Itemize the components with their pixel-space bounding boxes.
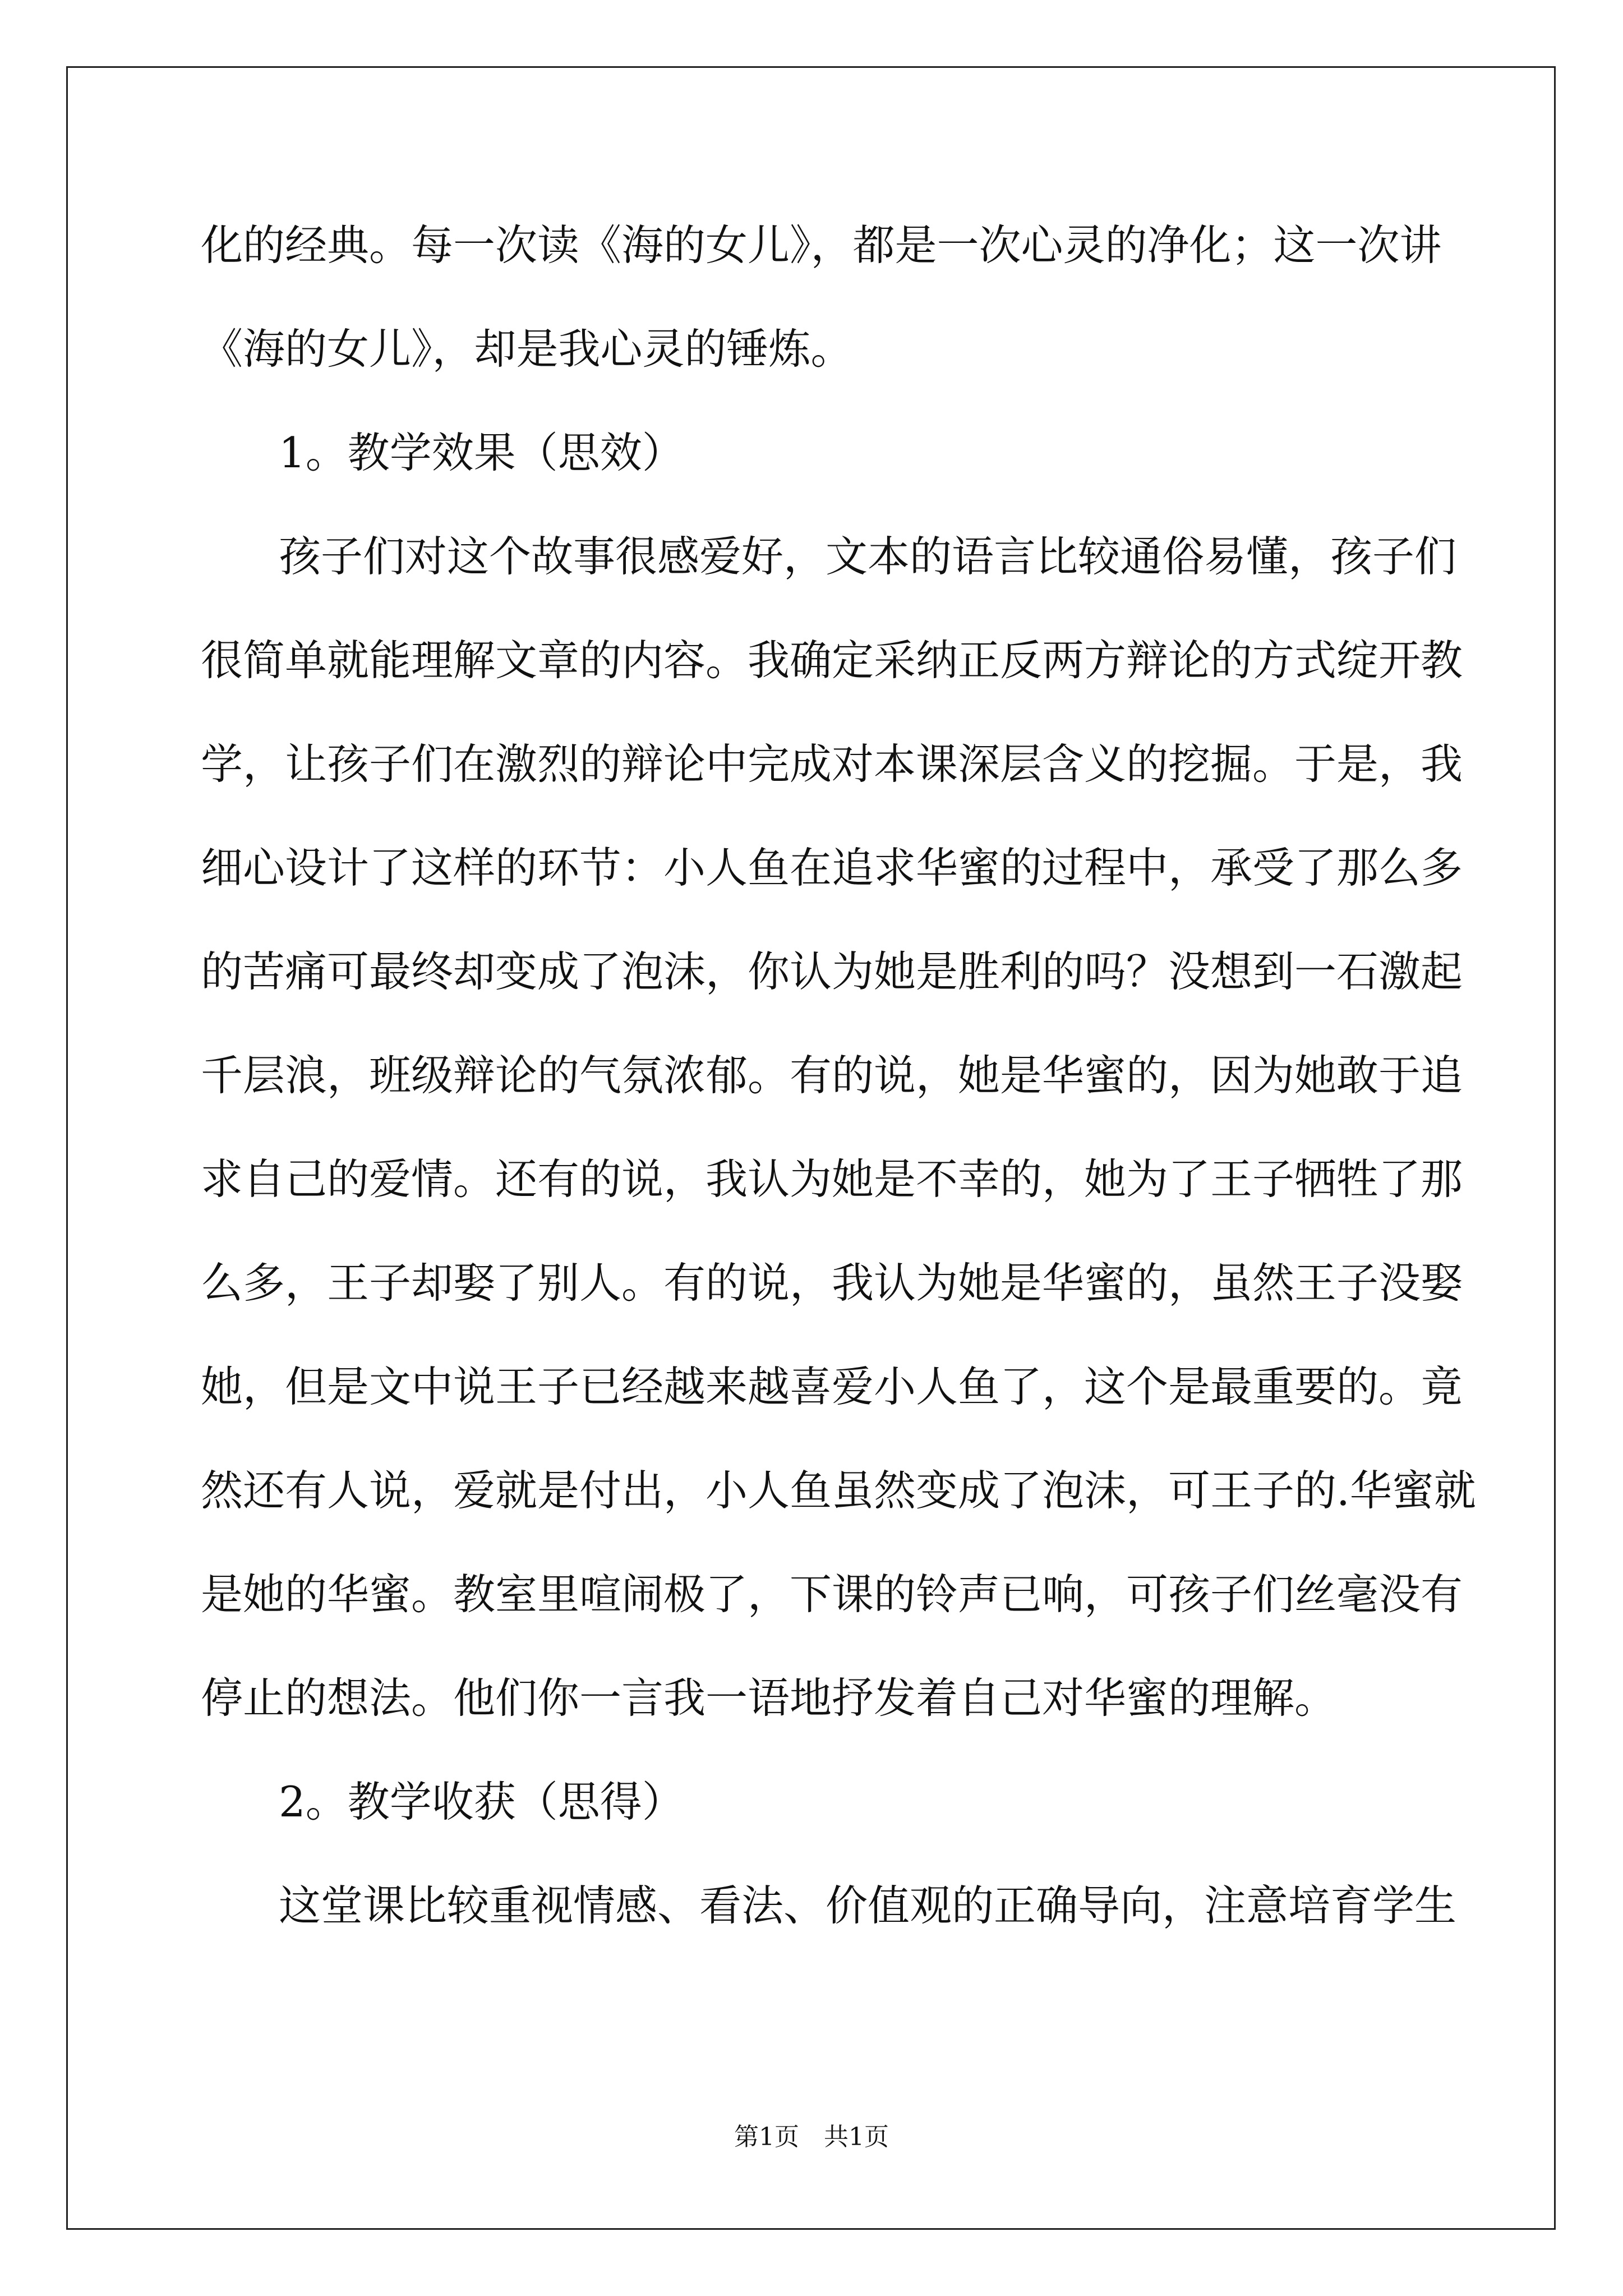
text-line: 这堂课比较重视情感、看法、价值观的正确导向，注意培育学生 [279, 1881, 1457, 1930]
text-line: 孩子们对这个故事很感爱好，文本的语言比较通俗易懂，孩子们 [279, 532, 1457, 581]
text-line: 停止的想法。他们你一言我一语地抒发着自己对华蜜的理解。 [201, 1673, 1337, 1723]
text-line: 学，让孩子们在激烈的辩论中完成对本课深层含义的挖掘。于是，我 [201, 739, 1463, 789]
text-line: 么多，王子却娶了别人。有的说，我认为她是华蜜的，虽然王子没娶 [201, 1258, 1463, 1308]
section-heading: 2。教学收获（思得） [279, 1777, 684, 1826]
text-line: 很简单就能理解文章的内容。我确定采纳正反两方辩论的方式绽开教 [201, 636, 1463, 685]
text-line: 千层浪，班级辩论的气氛浓郁。有的说，她是华蜜的，因为她敢于追 [201, 1051, 1463, 1100]
text-line: 《海的女儿》，却是我心灵的锤炼。 [201, 324, 853, 374]
section-heading: 1。教学效果（思效） [279, 428, 684, 477]
text-line: 然还有人说，爱就是付出，小人鱼虽然变成了泡沫，可王子的.华蜜就 [201, 1466, 1476, 1515]
text-line: 求自己的爱情。还有的说，我认为她是不幸的，她为了王子牺牲了那 [201, 1154, 1463, 1204]
text-line: 她，但是文中说王子已经越来越喜爱小人鱼了，这个是最重要的。竟 [201, 1362, 1463, 1411]
page-number: 第1页 共1页 [734, 2123, 889, 2151]
text-line: 的苦痛可最终却变成了泡沫，你认为她是胜利的吗？没想到一石激起 [201, 947, 1463, 996]
text-line: 细心设计了这样的环节：小人鱼在追求华蜜的过程中，承受了那么多 [201, 843, 1463, 892]
text-line: 化的经典。每一次读《海的女儿》，都是一次心灵的净化；这一次讲 [201, 220, 1442, 270]
text-line: 是她的华蜜。教室里喧闹极了，下课的铃声已响，可孩子们丝毫没有 [201, 1570, 1463, 1619]
